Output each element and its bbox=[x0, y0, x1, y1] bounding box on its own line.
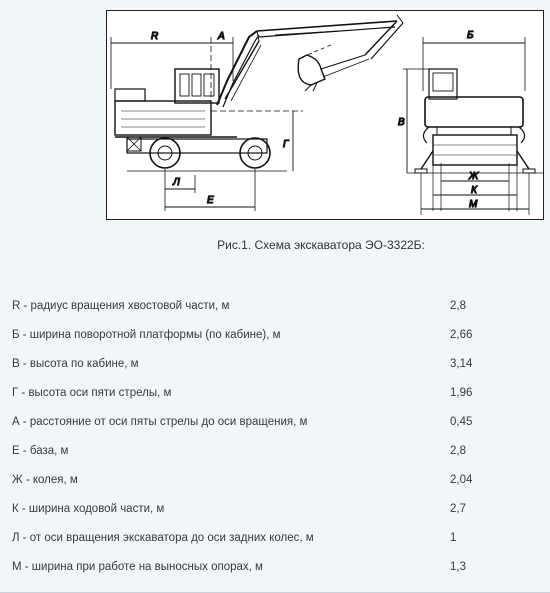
spec-value: 0,45 bbox=[450, 416, 473, 428]
spec-row bbox=[12, 354, 512, 374]
spec-value: 2,04 bbox=[450, 474, 473, 486]
spec-value: 2,7 bbox=[450, 503, 466, 515]
dim-label-g: Г bbox=[283, 139, 289, 150]
dim-label-r: R bbox=[151, 31, 159, 42]
dim-label-b: Б bbox=[467, 30, 474, 41]
figure-caption: Рис.1. Схема экскаватора ЭО-3322Б: bbox=[217, 238, 425, 252]
spec-value: 1 bbox=[450, 532, 457, 544]
spec-row bbox=[12, 412, 512, 432]
spec-label: Ж - колея, м bbox=[12, 474, 78, 486]
dim-label-a: A bbox=[218, 31, 225, 42]
dim-label-k: К bbox=[471, 185, 477, 196]
spec-row bbox=[12, 325, 512, 345]
spec-value: 2,8 bbox=[450, 445, 466, 457]
spec-label: Е - база, м bbox=[12, 445, 69, 457]
spec-row bbox=[12, 470, 512, 490]
spec-label: Г - высота оси пяти стрелы, м bbox=[12, 387, 172, 399]
spec-value: 2,8 bbox=[450, 300, 466, 312]
spec-row bbox=[12, 383, 512, 403]
excavator-drawing bbox=[107, 11, 545, 221]
spec-label: К - ширина ходовой части, м bbox=[12, 503, 165, 515]
dim-label-zh: Ж bbox=[469, 171, 479, 182]
spec-label: R - радиус вращения хвостовой части, м bbox=[12, 300, 230, 312]
dim-label-v: В bbox=[398, 117, 405, 128]
spec-label: А - расстояние от оси пяты стрелы до оси вращения, м bbox=[12, 416, 308, 428]
spec-row bbox=[12, 557, 512, 577]
spec-row bbox=[12, 296, 512, 316]
dim-label-e: Е bbox=[207, 195, 214, 206]
spec-value: 2,66 bbox=[450, 329, 473, 341]
spec-value: 1,96 bbox=[450, 387, 473, 399]
spec-row bbox=[12, 528, 512, 548]
dim-label-l: Л bbox=[173, 177, 180, 188]
spec-label: Л - от оси вращения экскаватора до оси задних колес, м bbox=[12, 532, 314, 544]
spec-row bbox=[12, 441, 512, 461]
excavator-diagram bbox=[106, 10, 544, 220]
spec-value: 1,3 bbox=[450, 561, 466, 573]
spec-label: Б - ширина поворотной платформы (по кабине), м bbox=[12, 329, 281, 341]
dim-label-m: М bbox=[469, 199, 478, 210]
spec-row bbox=[12, 499, 512, 519]
spec-label: М - ширина при работе на выносных опорах, м bbox=[12, 561, 263, 573]
spec-label: В - высота по кабине, м bbox=[12, 358, 139, 370]
spec-value: 3,14 bbox=[450, 358, 473, 370]
